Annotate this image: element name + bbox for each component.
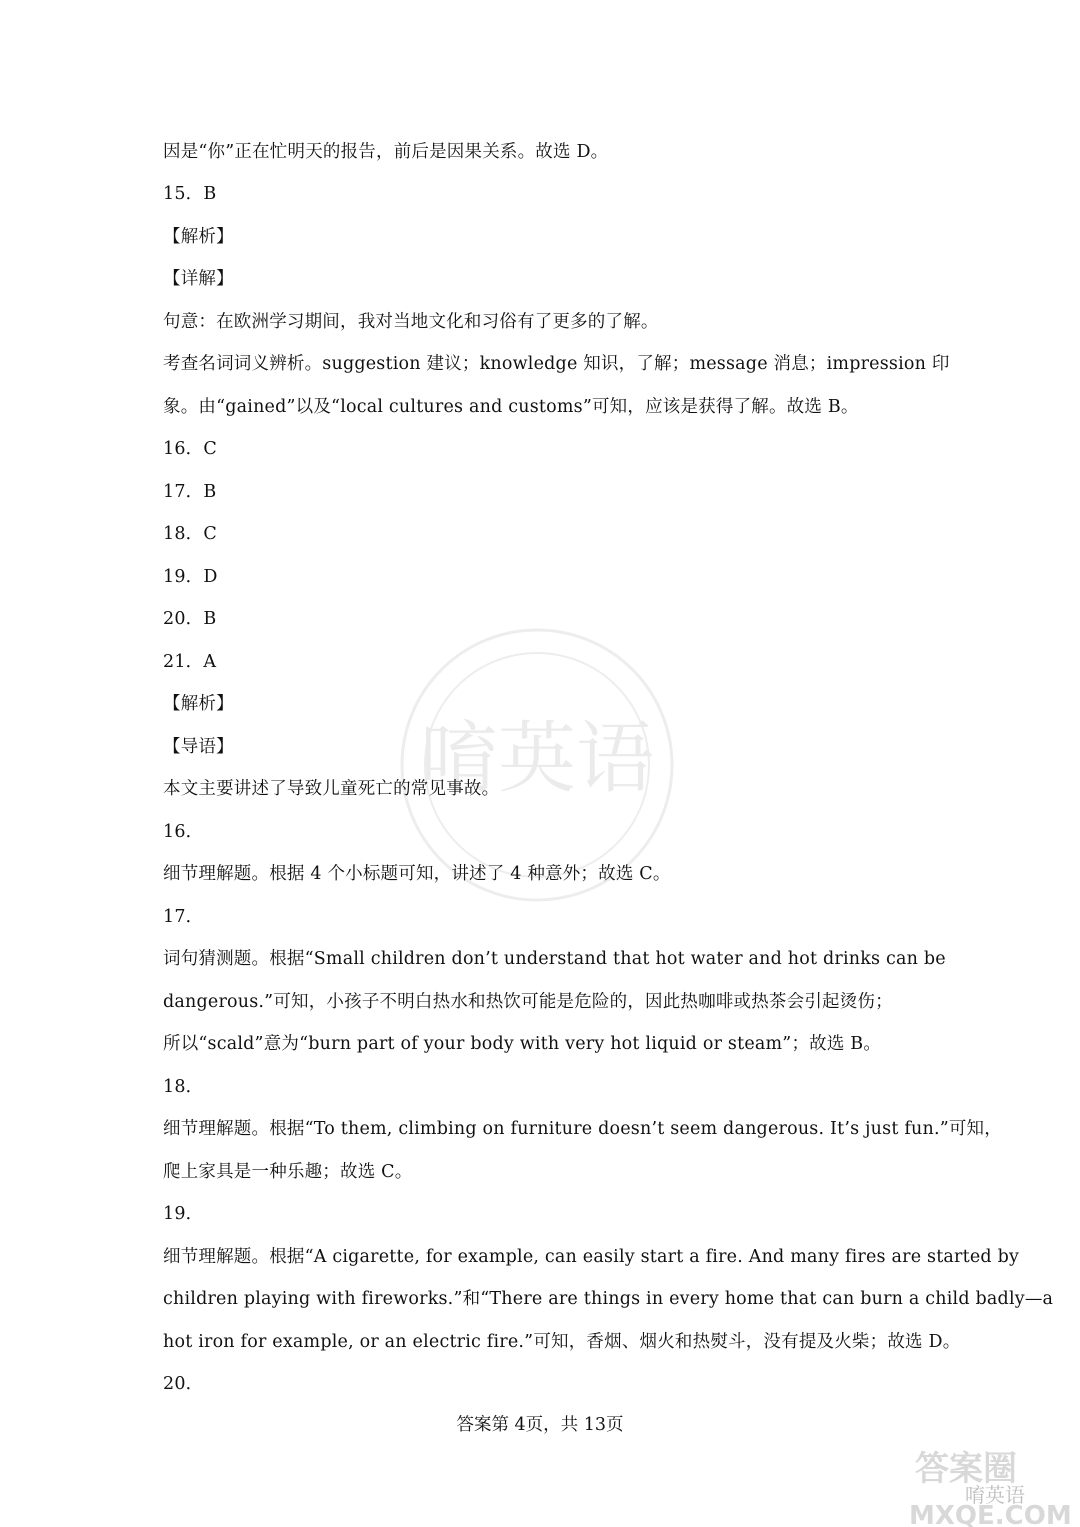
section-heading: 【详解】 xyxy=(163,269,234,289)
text-line: 本文主要讲述了导致儿童死亡的常见事故。 xyxy=(163,779,500,799)
text-line: 因是“你”正在忙明天的报告，前后是因果关系。故选 D。 xyxy=(163,142,609,162)
text-line: children playing with fireworks.”和“There are things in every home that can burn a child badly—a xyxy=(163,1289,1054,1309)
text-line: dangerous.”可知，小孩子不明白热水和热饮可能是危险的，因此热咖啡或热茶会引起烫伤； xyxy=(163,992,893,1012)
logo-site: MXQE.COM xyxy=(909,1501,1072,1527)
logo-chars: 答案圈 xyxy=(915,1449,1017,1489)
text-line: 细节理解题。根据“To them, climbing on furniture doesn’t seem dangerous. It’s just fun.”可知， xyxy=(163,1119,1002,1139)
section-heading: 【解析】 xyxy=(163,694,234,714)
text-line: 句意：在欧洲学习期间，我对当地文化和习俗有了更多的了解。 xyxy=(163,312,659,332)
page-footer: 答案第 4页，共 13页 xyxy=(456,1415,624,1435)
question-number: 16． xyxy=(163,822,204,842)
answer-21: 21．A xyxy=(163,652,217,672)
text-line: hot iron for example, or an electric fire.”可知，香烟、烟火和热熨斗，没有提及火柴；故选 D。 xyxy=(163,1332,961,1352)
answer-20: 20．B xyxy=(163,609,217,629)
watermark-text: 唷英语 xyxy=(419,714,655,804)
logo-brand: 唷英语 xyxy=(965,1483,1025,1507)
answer-15: 15．B xyxy=(163,184,217,204)
question-number: 17． xyxy=(163,907,204,927)
question-number: 19． xyxy=(163,1204,204,1224)
answer-19: 19．D xyxy=(163,567,218,587)
section-heading: 【导语】 xyxy=(163,737,234,757)
text-line: 所以“scald”意为“burn part of your body with very hot liquid or steam”；故选 B。 xyxy=(163,1034,882,1054)
text-line: 象。由“gained”以及“local cultures and customs”可知，应该是获得了解。故选 B。 xyxy=(163,397,859,417)
text-line: 细节理解题。根据 4 个小标题可知，讲述了 4 种意外；故选 C。 xyxy=(163,864,671,884)
question-number: 18． xyxy=(163,1077,204,1097)
text-line: 考查名词词义辨析。suggestion 建议；knowledge 知识，了解；message 消息；impression 印 xyxy=(163,354,950,374)
answer-17: 17．B xyxy=(163,482,217,502)
text-line: 细节理解题。根据“A cigarette, for example, can easily start a fire. And many fires are started by xyxy=(163,1247,1020,1267)
text-line: 爬上家具是一种乐趣；故选 C。 xyxy=(163,1162,413,1182)
text-line: 词句猜测题。根据“Small children don’t understand that hot water and hot drinks can be xyxy=(163,949,946,969)
section-heading: 【解析】 xyxy=(163,227,234,247)
answer-16: 16．C xyxy=(163,439,217,459)
site-logo-icon xyxy=(905,1440,1080,1527)
question-number: 20． xyxy=(163,1374,204,1394)
answer-18: 18．C xyxy=(163,524,217,544)
